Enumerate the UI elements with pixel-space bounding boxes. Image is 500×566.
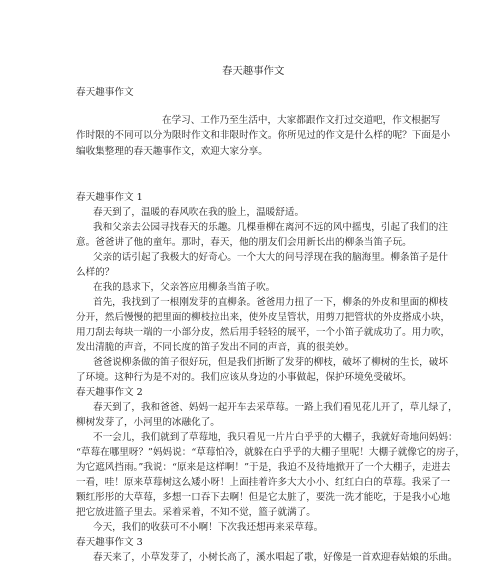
paragraph-line: 一看，哇！原来草莓树这么矮小呀！上面挂着许多大大小小、红红白白的草莓。我采了一 xyxy=(76,477,451,488)
section-heading: 春天趣事作文 2 xyxy=(76,387,143,398)
paragraph-line: “草莓在哪里呀？”妈妈说：“草莓怕冷，就躲在白乎乎的大棚子里呢！大棚子就像它的房子， xyxy=(76,447,465,458)
paragraph-line: 我和父亲去公园寻找春天的乐趣。几棵垂柳在离河不远的风中摇曳，引起了我们的注 xyxy=(93,222,448,233)
paragraph-line: 春天来了，小草发芽了，小树长高了，溪水唱起了歌，好像是一首欢迎春姑娘的乐曲。 xyxy=(93,552,458,563)
paragraph-line: 父亲的话引起了我极大的好奇心。一个大大的问号浮现在我的脑海里。柳条笛子是什 xyxy=(93,252,448,263)
paragraph-line: 用刀刮去每块一端的一小部分皮，然后用手轻轻的展平，一个小笛子就成功了。用力吹， xyxy=(76,327,451,338)
paragraph-line: 么样的？ xyxy=(76,267,115,278)
section-heading: 春天趣事作文 3 xyxy=(76,537,143,548)
section-heading: 春天趣事作文 1 xyxy=(76,192,143,203)
paragraph-line: 把它放进篮子里去。采着采着，不知不觉，篮子就满了。 xyxy=(76,507,316,518)
paragraph-line: 了环境。这种行为是不对的。我们应该从身边的小事做起，保护环境免受破坏。 xyxy=(76,372,412,383)
intro-line: 作时限的不同可以分为限时作文和非限时作文。你所见过的作文是什么样的呢？下面是小 xyxy=(76,130,451,141)
paragraph-line: 在我的恳求下，父亲答应用柳条当笛子吹。 xyxy=(93,282,276,293)
paragraph-line: 春天到了，温暖的春风吹在我的脸上，温暖舒适。 xyxy=(93,207,305,218)
paragraph-line: 意。爸爸讲了他的童年。那时，春天，他的朋友们会用新长出的柳条当笛子玩。 xyxy=(76,237,412,248)
paragraph-line: 颗红彤彤的大草莓，多想一口吞下去啊！但是它太脏了，要洗一洗才能吃，于是我小心地 xyxy=(76,492,451,503)
document-subtitle: 春天趣事作文 xyxy=(76,87,134,98)
intro-line: 编收集整理的春天趣事作文，欢迎大家分享。 xyxy=(76,146,268,157)
paragraph-line: 为它遮风挡雨。”我说：“原来是这样啊！”于是，我迫不及待地掀开了一个大棚子，走进去 xyxy=(76,462,451,473)
paragraph-line: 柳树发芽了，小河里的冰融化了。 xyxy=(76,417,220,428)
paragraph-line: 今天，我们的收获可不小啊！下次我还想再来采草莓。 xyxy=(93,522,324,533)
intro-line: 在学习、工作乃至生活中，大家都跟作文打过交道吧，作文根据写 xyxy=(162,115,441,126)
paragraph-line: 发出清脆的声音，不同长度的笛子发出不同的声音，真的很美妙。 xyxy=(76,342,355,353)
paragraph-line: 春天到了，我和爸爸、妈妈一起开车去采草莓。一路上我们看见花儿开了，草儿绿了， xyxy=(93,402,458,413)
paragraph-line: 不一会儿，我们就到了草莓地，我只看见一片片白乎乎的大棚子，我就好奇地问妈妈： xyxy=(93,432,458,443)
paragraph-line: 爸爸说柳条做的笛子很好玩，但是我们折断了发芽的柳枝，破坏了柳树的生长，破坏 xyxy=(93,357,448,368)
paragraph-line: 首先，我找到了一根刚发芽的直柳条。爸爸用力扭了一下，柳条的外皮和里面的柳枝 xyxy=(93,297,448,308)
paragraph-line: 分开，然后慢慢的把里面的柳枝拉出来，使外皮呈管状，用剪刀把管状的外皮搭成小块， xyxy=(76,312,451,323)
document-title: 春天趣事作文 xyxy=(222,65,285,77)
